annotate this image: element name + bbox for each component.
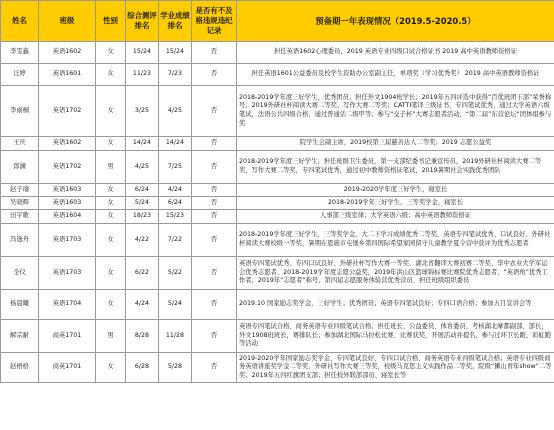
cell-violation: 否 xyxy=(192,86,237,137)
cell-academic-rank: 4/25 xyxy=(159,86,192,137)
cell-performance: 2018-2019学年三好学生，三等奖学金，寝室长 xyxy=(237,197,554,210)
cell-academic-rank: 15/24 xyxy=(159,42,192,64)
cell-performance: 2018-2019学年度三好学生；担任班级卫生委员，第一支部纪委书记兼宣传员，2019外研社杯阅读大赛二等奖，写作大赛二等奖，专四笔试优秀，通过初中教师资格证笔试，2019暑期社会实践优秀团队 xyxy=(237,151,554,184)
cell-class: 英语1601 xyxy=(39,64,96,86)
cell-academic-rank: 5/22 xyxy=(159,257,192,290)
cell-gender: 女 xyxy=(96,290,126,320)
cell-name: 李雨桐 xyxy=(1,86,39,137)
table-row xyxy=(1,353,554,383)
cell-performance: 2019-2020学年度三好学生，寝室长 xyxy=(237,184,554,197)
cell-composite-rank: 6/28 xyxy=(126,353,159,383)
cell-composite-rank: 4/25 xyxy=(126,151,159,184)
cell-academic-rank: 7/22 xyxy=(159,224,192,257)
header-performance: 预备期一年表现情况（2019.5-2020.5） xyxy=(237,1,554,42)
cell-gender: 女 xyxy=(96,184,126,197)
cell-class: 商英1701 xyxy=(39,320,96,353)
header-row xyxy=(1,1,554,42)
cell-class: 英语1703 xyxy=(39,224,96,257)
cell-name: 赵梧格 xyxy=(1,353,39,383)
cell-composite-rank: 4/24 xyxy=(126,290,159,320)
cell-composite-rank: 18/23 xyxy=(126,210,159,224)
cell-violation: 否 xyxy=(192,224,237,257)
cell-violation: 否 xyxy=(192,257,237,290)
cell-performance: 人事部三级室律；大学英语六级；高中英语教师资格证 xyxy=(237,210,554,224)
cell-performance: 2018-2019学年度三好学生，三等奖学金，大二下学习成绩优秀二等奖，英语专四笔试优秀、口试良好，外研社杯阅读大赛校级一等奖，暑期在恩施市屯堡乡第四国际希望家园留守儿童教学夏令营中获评为优秀志愿者 xyxy=(237,224,554,257)
cell-violation: 否 xyxy=(192,210,237,224)
cell-name: 赵子瑜 xyxy=(1,184,39,197)
cell-gender: 女 xyxy=(96,137,126,151)
header-violations: 是否有不及格违规违纪记录 xyxy=(192,1,237,42)
cell-gender: 女 xyxy=(96,257,126,290)
cell-violation: 否 xyxy=(192,290,237,320)
table-row xyxy=(1,151,554,184)
cell-gender: 女 xyxy=(96,42,126,64)
cell-composite-rank: 8/28 xyxy=(126,320,159,353)
cell-gender: 女 xyxy=(96,210,126,224)
cell-academic-rank: 15/23 xyxy=(159,210,192,224)
cell-composite-rank: 15/24 xyxy=(126,42,159,64)
cell-violation: 否 xyxy=(192,320,237,353)
cell-composite-rank: 14/24 xyxy=(126,137,159,151)
cell-performance: 英语专四笔试优秀、专四口试良好、外研社杯写作大赛一等奖、湖北省翻译大赛初赛二等奖、华中农业大学军运会优秀志愿者、2018-2019学年度志愿公益奖，2019年洪山区篮球锦标赛比赛院优秀志愿者，“英语角”优秀工作者，2019年“志愿者”称号、第四届志愿服务体验营优秀营员、担任班级组织委员 xyxy=(237,257,554,290)
cell-performance: 2019-2020学年国家励志奖学金、专四笔试良好、专四口试合格、商务英语专业四级笔试合格；英语专业四级商务英语讲座奖学金二等奖，外研社写作大赛三等奖，校级马克思主义实践作品二等奖，院级“狮山青年show”二等奖；2019年五四红旗团支部；担任校外联部部员、寝室长等 xyxy=(237,353,554,383)
cell-name: 解宗耐 xyxy=(1,320,39,353)
cell-class: 英语1603 xyxy=(39,197,96,210)
cell-violation: 否 xyxy=(192,197,237,210)
header-name: 姓名 xyxy=(1,1,39,42)
cell-name: 吴晓辉 xyxy=(1,197,39,210)
cell-name: 李雯鑫 xyxy=(1,42,39,64)
table-row xyxy=(1,137,554,151)
cell-performance: 2018-2019学年度三好学生，优秀团员；担任外文1904班学长；2019年五四评选中获得“百优班团干部”荣誉称号；2019外研社杯阅读大赛二等奖、写作大赛二等奖；CATTI笔译三级证书，专四笔试优秀，通过大学英语六级笔试，法语公共四级合格，通过普通话二级甲等；参与“交子杯”大赛志愿者活动，“第二届”东营论坛“团体组参与奖 xyxy=(237,86,554,137)
cell-performance: 2019.10 国家励志奖学金，三好学生；优秀团员；英语专四笔试良好；专四口语合格；参加五月宣讲会等 xyxy=(237,290,554,320)
cell-gender: 女 xyxy=(96,197,126,210)
header-composite-rank: 综合测评排名 xyxy=(126,1,159,42)
cell-gender: 女 xyxy=(96,86,126,137)
cell-composite-rank: 5/24 xyxy=(126,197,159,210)
cell-composite-rank: 3/25 xyxy=(126,86,159,137)
cell-name: 杨晨曦 xyxy=(1,290,39,320)
table-row xyxy=(1,64,554,86)
cell-name: 王庆 xyxy=(1,137,39,151)
cell-composite-rank: 4/22 xyxy=(126,224,159,257)
cell-class: 英语1604 xyxy=(39,210,96,224)
header-gender: 性别 xyxy=(96,1,126,42)
cell-composite-rank: 6/22 xyxy=(126,257,159,290)
cell-academic-rank: 5/28 xyxy=(159,353,192,383)
cell-class: 英语1603 xyxy=(39,184,96,197)
cell-name: 全仪 xyxy=(1,257,39,290)
cell-violation: 否 xyxy=(192,184,237,197)
table-row xyxy=(1,184,554,197)
cell-violation: 否 xyxy=(192,42,237,64)
cell-academic-rank: 7/23 xyxy=(159,64,192,86)
cell-class: 英语1703 xyxy=(39,257,96,290)
cell-academic-rank: 4/24 xyxy=(159,184,192,197)
cell-gender: 男 xyxy=(96,151,126,184)
cell-composite-rank: 11/23 xyxy=(126,64,159,86)
cell-performance: 担任英语1601公益委员及校学生资助办公室副主任，单项奖（学习优秀奖） 2019 高中英语教师资格证 xyxy=(237,64,554,86)
table-row xyxy=(1,290,554,320)
cell-name: 汪婷 xyxy=(1,64,39,86)
table-row xyxy=(1,210,554,224)
cell-violation: 否 xyxy=(192,353,237,383)
cell-composite-rank: 6/24 xyxy=(126,184,159,197)
cell-gender: 女 xyxy=(96,64,126,86)
header-academic-rank: 学业成绩排名 xyxy=(159,1,192,42)
cell-academic-rank: 11/28 xyxy=(159,320,192,353)
cell-name: 田宇歌 xyxy=(1,210,39,224)
table-row xyxy=(1,42,554,64)
cell-class: 英语1602 xyxy=(39,42,96,64)
cell-gender: 女 xyxy=(96,353,126,383)
cell-performance: 英语专四笔试合格、商务英语专业四级笔试合格；担任班长、公益委员、体育委员，考核湖北摩都副部、部长，外文1908班班长，赛排队长；参加湖北国际马拉松比赛、比赛获奖，开展活动并提名，参与过环卫长跑、彩虹跑等活动 xyxy=(237,320,554,353)
cell-gender: 女 xyxy=(96,224,126,257)
header-class: 班级 xyxy=(39,1,96,42)
cell-violation: 否 xyxy=(192,151,237,184)
table-row xyxy=(1,86,554,137)
cell-class: 商英1701 xyxy=(39,353,96,383)
table-row xyxy=(1,320,554,353)
cell-academic-rank: 5/24 xyxy=(159,290,192,320)
cell-performance: 担任英语1602心理委员，2019 英语专业四级口试合格证书 2019 高中英语教师资格证 xyxy=(237,42,554,64)
cell-academic-rank: 6/24 xyxy=(159,197,192,210)
table-row xyxy=(1,197,554,210)
cell-name: 郎澜 xyxy=(1,151,39,184)
cell-performance: 院学生会副主席，2019校第三届慈善达人二等奖；2019 志愿公益奖 xyxy=(237,137,554,151)
cell-class: 英语1602 xyxy=(39,137,96,151)
cell-class: 英语1704 xyxy=(39,290,96,320)
cell-academic-rank: 7/25 xyxy=(159,151,192,184)
table-row xyxy=(1,224,554,257)
cell-academic-rank: 14/24 xyxy=(159,137,192,151)
cell-violation: 否 xyxy=(192,64,237,86)
cell-violation: 否 xyxy=(192,137,237,151)
table-row xyxy=(1,257,554,290)
cell-gender: 男 xyxy=(96,320,126,353)
cell-class: 英语1702 xyxy=(39,151,96,184)
cell-name: 冯逸舟 xyxy=(1,224,39,257)
cell-class: 英语1702 xyxy=(39,86,96,137)
